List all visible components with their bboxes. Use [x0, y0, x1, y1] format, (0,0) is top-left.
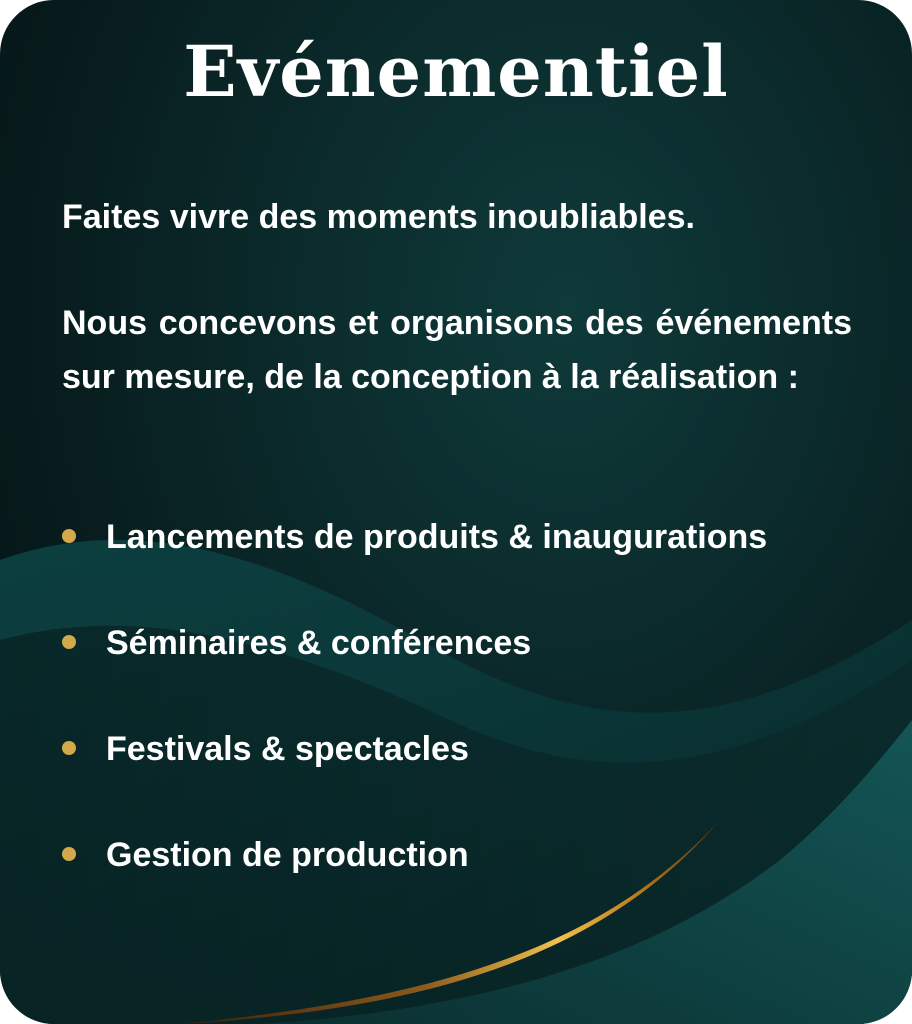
service-label: Gestion de production — [106, 836, 469, 874]
service-label: Festivals & spectacles — [106, 730, 469, 768]
service-label: Séminaires & conférences — [106, 624, 532, 662]
list-item — [62, 616, 852, 670]
bullet-dot-icon — [62, 529, 76, 543]
services-list — [62, 510, 852, 882]
list-item — [62, 722, 852, 776]
page-title: Evénementiel — [183, 30, 729, 113]
bullet-dot-icon — [62, 741, 76, 755]
bullet-dot-icon — [62, 847, 76, 861]
tagline: Faites vivre des moments inoubliables. — [62, 198, 695, 236]
intro-paragraph: Nous concevons et organisons des événements sur mesure, de la conception à la réalisation : — [62, 304, 852, 396]
list-item — [62, 828, 852, 882]
bullet-dot-icon — [62, 635, 76, 649]
list-item — [62, 510, 852, 564]
service-label: Lancements de produits & inaugurations — [106, 518, 768, 556]
